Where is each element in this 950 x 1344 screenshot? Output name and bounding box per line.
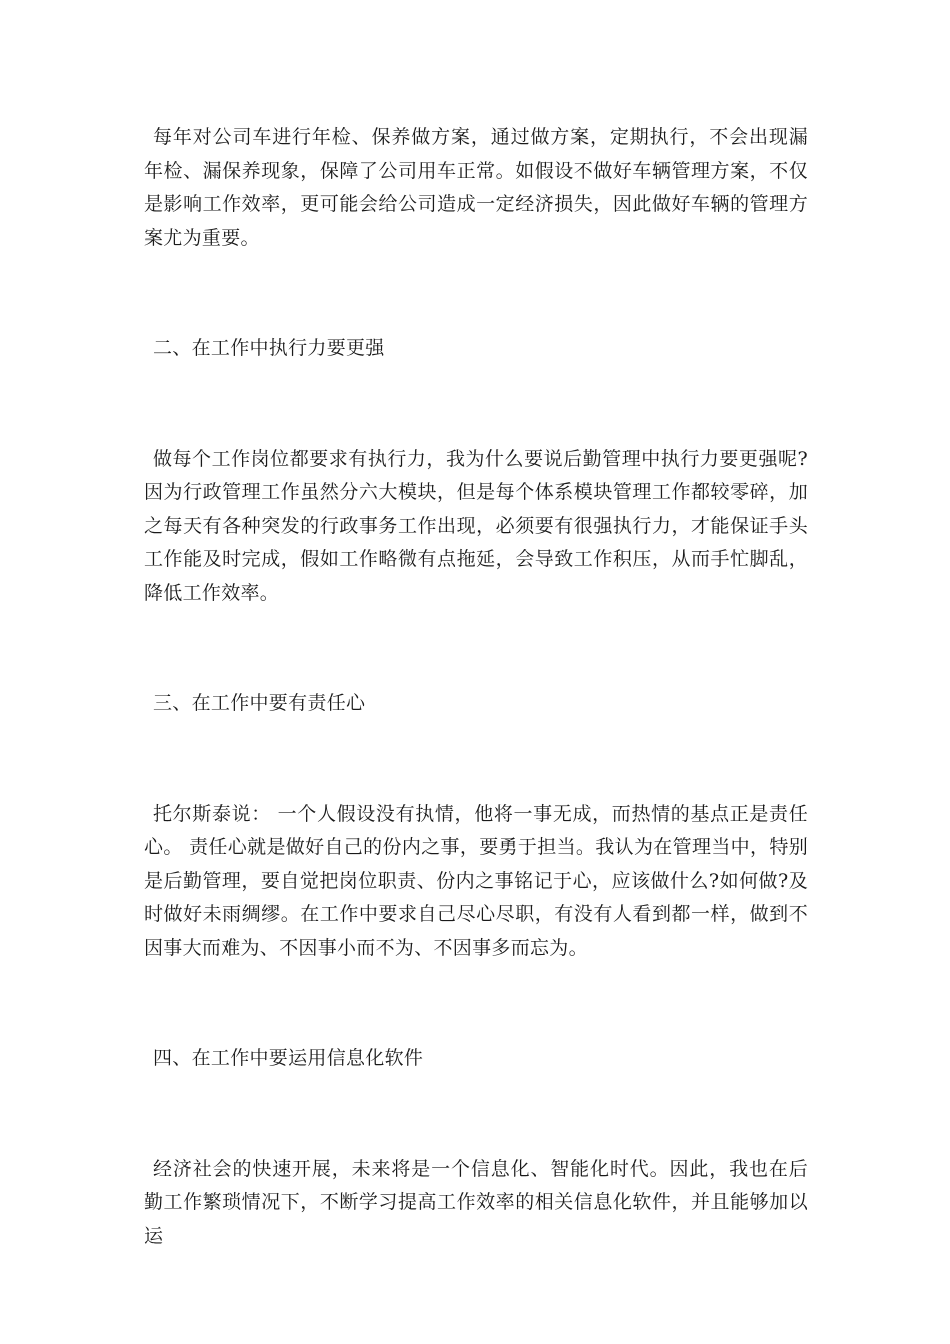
section-heading-software: 四、在工作中要运用信息化软件 bbox=[153, 1047, 424, 1069]
spacer bbox=[144, 610, 808, 687]
spacer bbox=[144, 1076, 808, 1153]
paragraph-software: 经济社会的快速开展，未来将是一个信息化、智能化时代。因此，我也在后勤工作繁琐情况下，不断学习提高工作效率的相关信息化软件，并且能够加以运 bbox=[144, 1157, 808, 1247]
spacer bbox=[144, 721, 808, 798]
spacer bbox=[144, 255, 808, 332]
spacer bbox=[144, 366, 808, 443]
section-heading-responsibility: 三、在工作中要有责任心 bbox=[153, 692, 366, 714]
spacer bbox=[144, 965, 808, 1042]
paragraph-vehicle-management: 每年对公司车进行年检、保养做方案，通过做方案，定期执行，不会出现漏年检、漏保养现象，保障了公司用车正常。如假设不做好车辆管理方案，不仅是影响工作效率，更可能会给公司造成一定经济损失，因此做好车辆的管理方案尤为重要。 bbox=[144, 126, 808, 249]
document-body bbox=[144, 121, 808, 1253]
paragraph-execution: 做每个工作岗位都要求有执行力，我为什么要说后勤管理中执行力要更强呢?因为行政管理工作虽然分六大模块，但是每个体系模块管理工作都较零碎，加之每天有各种突发的行政事务工作出现，必须要有很强执行力，才能保证手头工作能及时完成，假如工作略微有点拖延，会导致工作积压，从而手忙脚乱，降低工作效率。 bbox=[144, 447, 808, 604]
section-heading-execution: 二、在工作中执行力要更强 bbox=[153, 337, 385, 359]
paragraph-responsibility: 托尔斯泰说： 一个人假设没有执情，他将一事无成，而热情的基点正是责任心。 责任心就是做好自己的份内之事，要勇于担当。我认为在管理当中，特别是后勤管理，要自觉把岗位职责、份内之事铭记于心，应该做什么?如何做?及时做好未雨绸缪。在工作中要求自己尽心尽职，有没有人看到都一样，做到不因事大而难为、不因事小而不为、不因事多而忘为。 bbox=[144, 802, 808, 959]
